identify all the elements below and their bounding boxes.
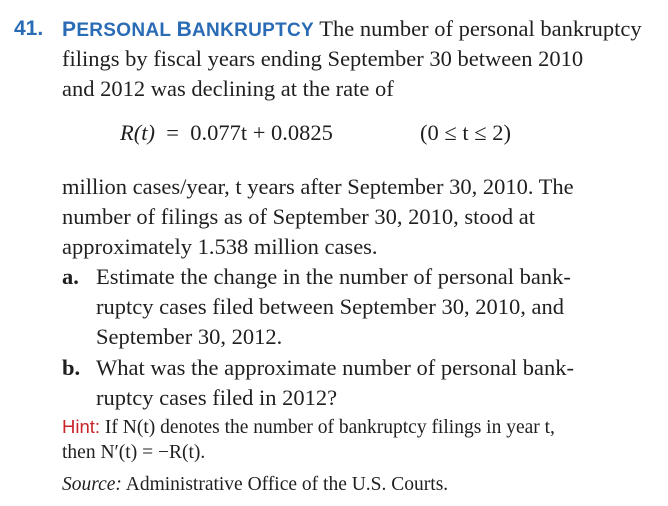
- part-b-line-2: ruptcy cases filed in 2012?: [96, 385, 338, 410]
- body-line-1: million cases/year, t years after September 30, 2010. The: [62, 174, 574, 199]
- hint-label: Hint:: [62, 416, 101, 437]
- intro-line-3: and 2012 was declining at the rate of: [62, 76, 394, 101]
- problem-number: 41.: [14, 17, 44, 40]
- part-a-line-1: Estimate the change in the number of personal bank-: [96, 264, 571, 289]
- hint-line-2: then N′(t) = −R(t).: [62, 442, 206, 463]
- formula-domain: (0 ≤ t ≤ 2): [420, 120, 511, 145]
- source-text: Administrative Office of the U.S. Courts.: [125, 474, 449, 495]
- part-b-label: b.: [62, 355, 81, 380]
- part-a-line-3: September 30, 2012.: [96, 324, 283, 349]
- part-b-line-1: What was the approximate number of personal bank-: [96, 355, 574, 380]
- intro-line-1: [62, 14, 642, 46]
- source-line: [62, 472, 448, 498]
- formula-rhs: 0.077t + 0.0825: [190, 120, 333, 145]
- hint-line-1: [62, 414, 555, 441]
- formula-equals: =: [166, 120, 179, 145]
- hint-text-1: If N(t) denotes the number of bankruptcy filings in year t,: [104, 417, 555, 438]
- intro-line-2: filings by fiscal years ending September 30 between 2010: [62, 46, 584, 71]
- part-a-line-2: ruptcy cases filed between September 30, 2010, and: [96, 294, 564, 319]
- rate-formula: [120, 118, 511, 148]
- problem-heading: PERSONAL BANKRUPTCY: [62, 18, 315, 41]
- part-a-label: a.: [62, 264, 79, 289]
- formula-lhs: R(t): [120, 120, 155, 145]
- source-label: Source:: [62, 474, 122, 495]
- body-line-3: approximately 1.538 million cases.: [62, 234, 378, 259]
- body-line-2: number of filings as of September 30, 2010, stood at: [62, 204, 536, 229]
- intro-text: The number of personal bankruptcy: [319, 16, 642, 41]
